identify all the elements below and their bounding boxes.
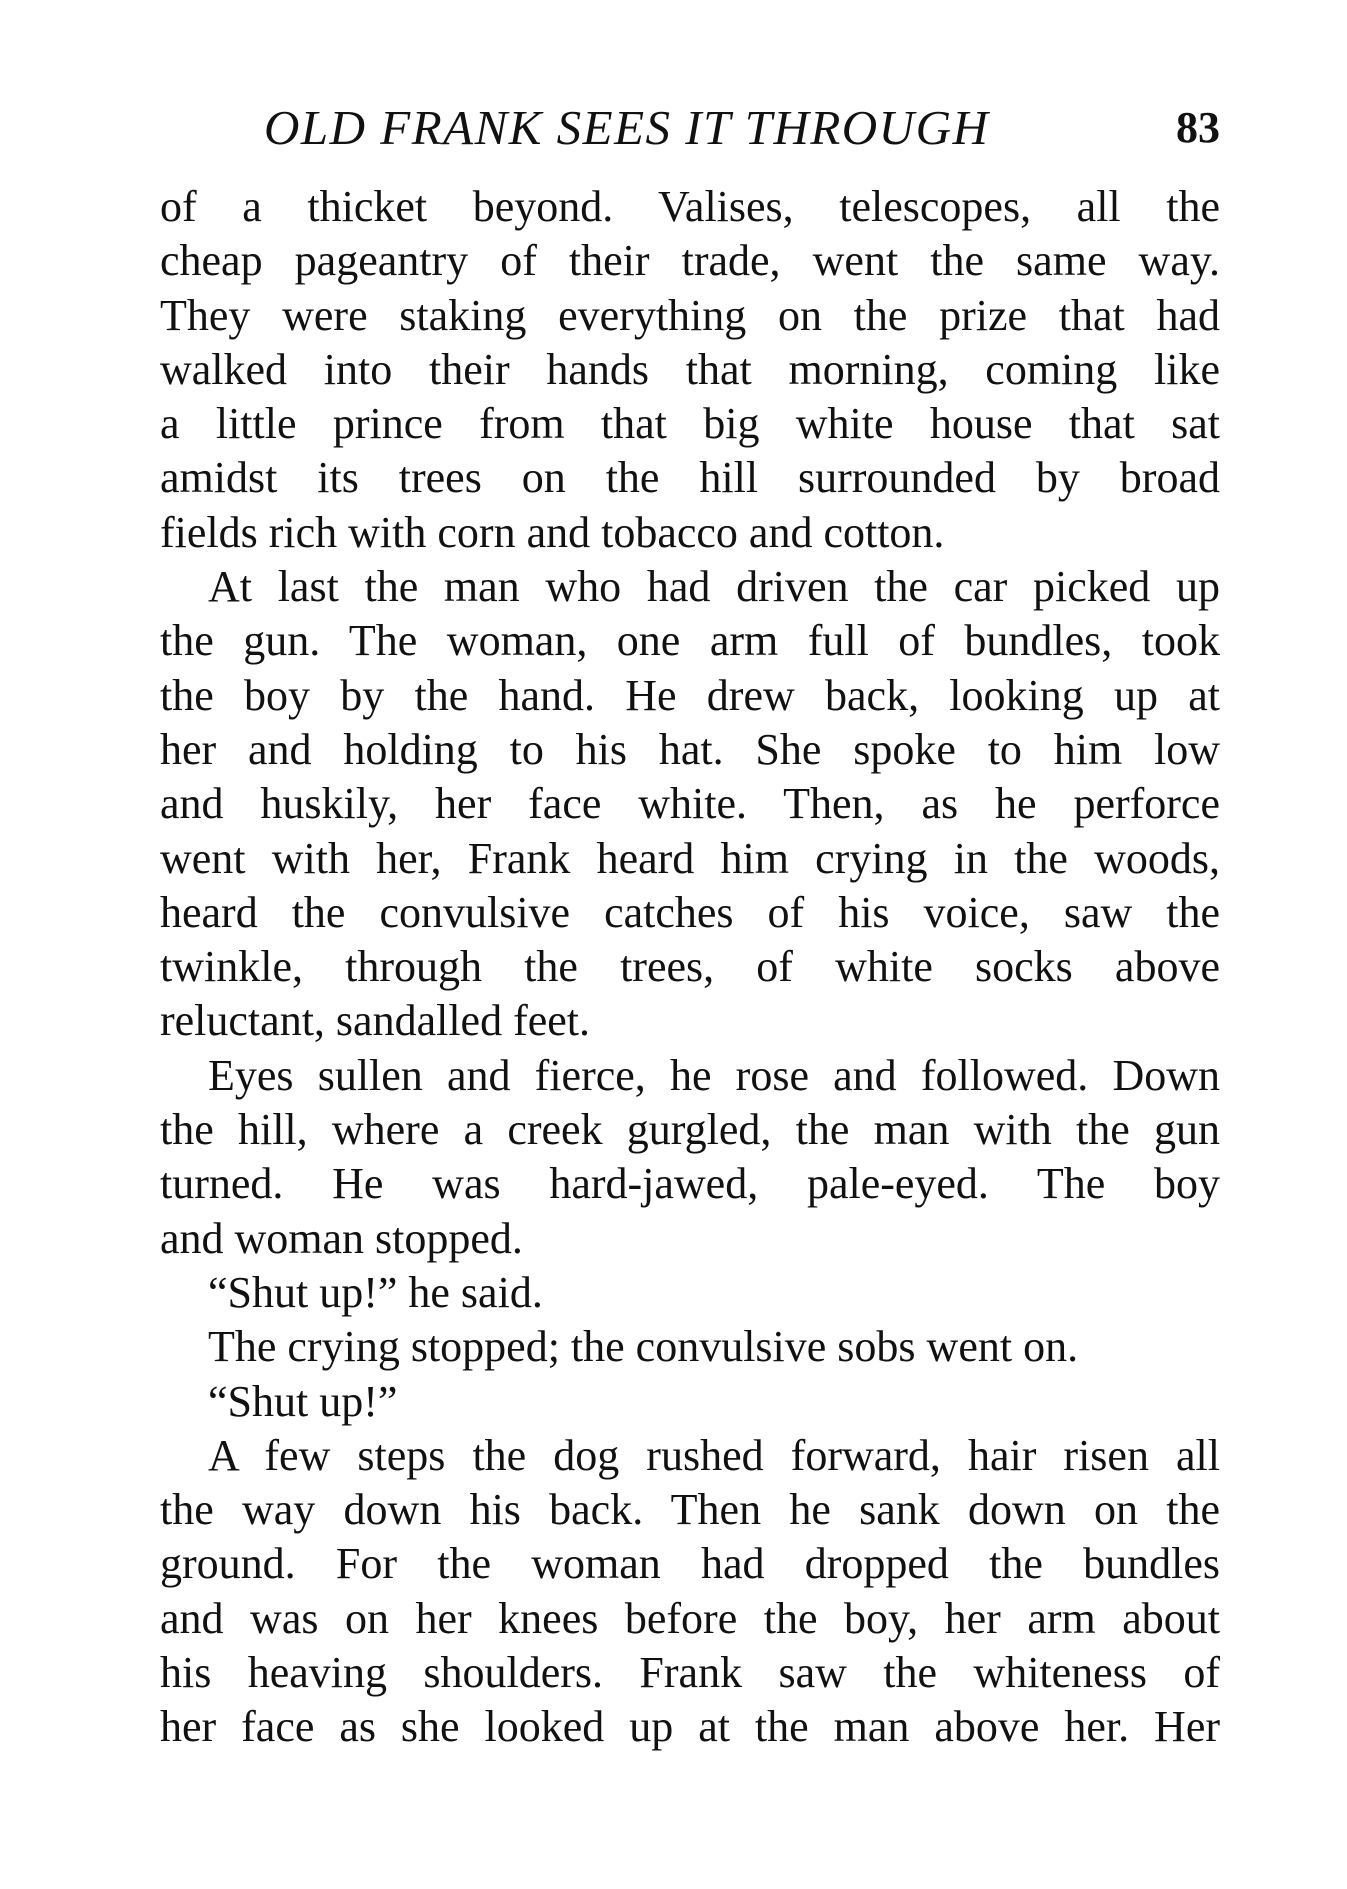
- text-line: amidst its trees on the hill surrounded by broad: [160, 453, 1220, 503]
- text-line: his heaving shoulders. Frank saw the whiteness of: [160, 1648, 1220, 1698]
- text-line: the boy by the hand. He drew back, looking up at: [160, 670, 1220, 720]
- paragraph: [160, 1320, 1220, 1374]
- paragraph: [160, 180, 1220, 560]
- text-line: A few steps the dog rushed forward, hair risen all: [208, 1430, 1220, 1480]
- body-text: [160, 180, 1220, 1755]
- text-line: “Shut up!” he said.: [208, 1267, 543, 1317]
- text-line: ground. For the woman had dropped the bundles: [160, 1539, 1220, 1589]
- text-line: “Shut up!”: [208, 1376, 398, 1426]
- paragraph: [160, 1429, 1220, 1755]
- paragraph: [160, 1266, 1220, 1320]
- text-line: the way down his back. Then he sank down on the: [160, 1485, 1220, 1535]
- text-line: cheap pageantry of their trade, went the same way.: [160, 236, 1220, 286]
- text-line: her face as she looked up at the man above her. Her: [160, 1702, 1220, 1752]
- page-number: 83: [1176, 103, 1220, 152]
- text-line: and was on her knees before the boy, her arm about: [160, 1593, 1220, 1643]
- paragraph: [160, 560, 1220, 1049]
- paragraph: [160, 1049, 1220, 1266]
- text-line: They were staking everything on the prize that had: [160, 290, 1220, 340]
- text-line: a little prince from that big white house that sat: [160, 399, 1220, 449]
- text-line: At last the man who had driven the car picked up: [208, 562, 1220, 612]
- text-line: reluctant, sandalled feet.: [160, 996, 591, 1046]
- text-line: of a thicket beyond. Valises, telescopes, all the: [160, 182, 1220, 231]
- text-line: walked into their hands that morning, coming like: [160, 344, 1220, 394]
- text-line: and woman stopped.: [160, 1213, 523, 1263]
- text-line: and huskily, her face white. Then, as he perforce: [160, 779, 1220, 829]
- text-line: the hill, where a creek gurgled, the man with the gun: [160, 1105, 1220, 1155]
- paragraph: [160, 1375, 1220, 1429]
- running-head: [160, 98, 1220, 158]
- text-line: The crying stopped; the convulsive sobs went on.: [208, 1322, 1079, 1372]
- text-line: turned. He was hard-jawed, pale-eyed. The boy: [160, 1159, 1220, 1209]
- text-line: Eyes sullen and fierce, he rose and followed. Down: [208, 1050, 1220, 1100]
- text-line: the gun. The woman, one arm full of bundles, took: [160, 616, 1220, 666]
- text-line: twinkle, through the trees, of white socks above: [160, 942, 1220, 992]
- text-line: heard the convulsive catches of his voice, saw the: [160, 887, 1220, 937]
- text-line: her and holding to his hat. She spoke to him low: [160, 724, 1220, 774]
- running-title: OLD FRANK SEES IT THROUGH: [264, 100, 990, 155]
- text-line: fields rich with corn and tobacco and cotton.: [160, 507, 945, 557]
- text-line: went with her, Frank heard him crying in the woods,: [160, 833, 1220, 883]
